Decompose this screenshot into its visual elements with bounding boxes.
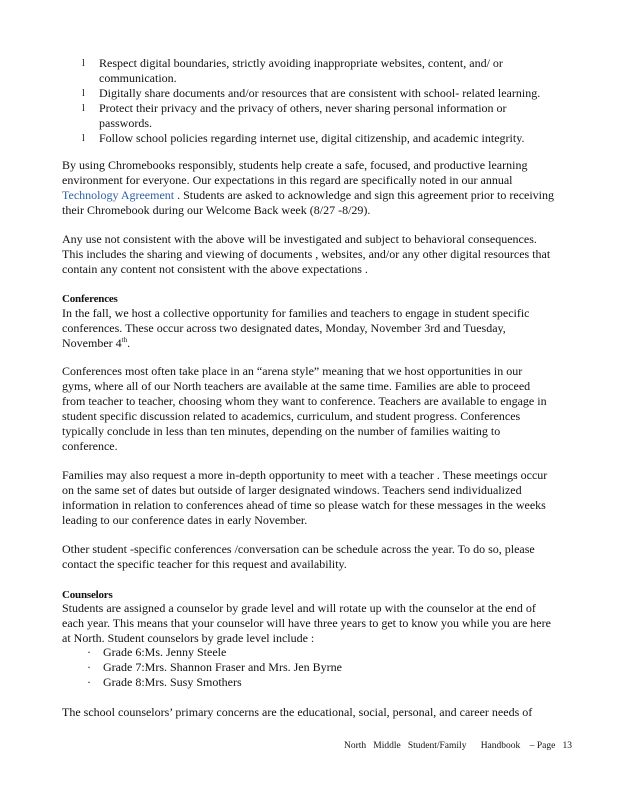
bullet-marker: l — [82, 88, 85, 99]
bullet-marker: l — [82, 133, 85, 144]
list-item: l Respect digital boundaries, strictly avoiding inappropriate websites, content, and/ or communication. — [82, 56, 503, 85]
counselors-heading: Counselors — [62, 589, 113, 601]
conferences-paragraph-4: Other student -specific conferences /conversation can be schedule across the year. To do so, please contact the specific teacher for this request and availability. — [62, 542, 535, 571]
list-item: l Protect their privacy and the privacy of others, never sharing personal information or passwords. — [82, 101, 507, 130]
conferences-paragraph-3: Families may also request a more in-depth opportunity to meet with a teacher . These meetings occur on the same set of dates but outside of larger designated windows. Teachers send individualized information in relation to conferences ahead of time so please watch for these messages in the weeks leading to our conference dates in early November. — [62, 468, 548, 527]
bullet-marker: · — [87, 645, 91, 659]
conferences-heading: Conferences — [62, 293, 118, 305]
bullet-marker: l — [82, 103, 85, 114]
chromebook-paragraph: By using Chromebooks responsibly, students help create a safe, focused, and productive learning environment for everyone. Our expectations in this regard are specifically noted in our annual Technology Agreement . Students are asked to acknowledge and sign this agreement prior to receiving their Chromebook during our Welcome Back week (8/27 -8/29). — [62, 158, 555, 217]
conferences-paragraph-2: Conferences most often take place in an “arena style” meaning that we host opportunities in our gyms, where all of our North teachers are available at the same time. Families are able to proceed from teacher to teacher, choosing whom they want to conference. Teachers are available to engage in student specific discussion related to academics, curriculum, and student progress. Conferences typically conclude in less than ten minutes, depending on the number of families waiting to conference. — [62, 364, 547, 453]
bullet-marker: · — [87, 675, 91, 689]
bullet-marker: l — [82, 58, 85, 69]
page-footer: North Middle Student/Family Handbook – Page 13 — [344, 741, 572, 751]
list-item: · Grade 6:Ms. Jenny Steele — [87, 645, 227, 659]
counselors-concerns-paragraph: The school counselors’ primary concerns are the educational, social, personal, and career needs of — [62, 705, 533, 719]
consequences-paragraph: Any use not consistent with the above will be investigated and subject to behavioral consequences. This includes the sharing and viewing of documents , websites, and/or any other digital resources that contain any content not consistent with the above expectations . — [62, 232, 551, 276]
conferences-paragraph-1: In the fall, we host a collective opportunity for families and teachers to engage in student specific conferences. These occur across two designated dates, Monday, November 3rd and Tuesday, November 4th. — [62, 306, 530, 350]
list-item: l Follow school policies regarding internet use, digital citizenship, and academic integrity. — [82, 131, 525, 145]
list-item: · Grade 7:Mrs. Shannon Fraser and Mrs. Jen Byrne — [87, 660, 342, 674]
list-item: l Digitally share documents and/or resources that are consistent with school- related learning. — [82, 86, 541, 100]
technology-agreement-link[interactable]: Technology Agreement — [62, 188, 175, 202]
list-item: · Grade 8:Mrs. Susy Smothers — [87, 675, 242, 689]
bullet-marker: · — [87, 660, 91, 674]
counselor-list — [62, 645, 554, 690]
digital-expectations-list — [0, 56, 555, 146]
counselors-paragraph: Students are assigned a counselor by grade level and will rotate up with the counselor at the end of each year. This means that your counselor will have three years to get to know you while you are here at North. Student counselors by grade level include : — [62, 601, 551, 645]
